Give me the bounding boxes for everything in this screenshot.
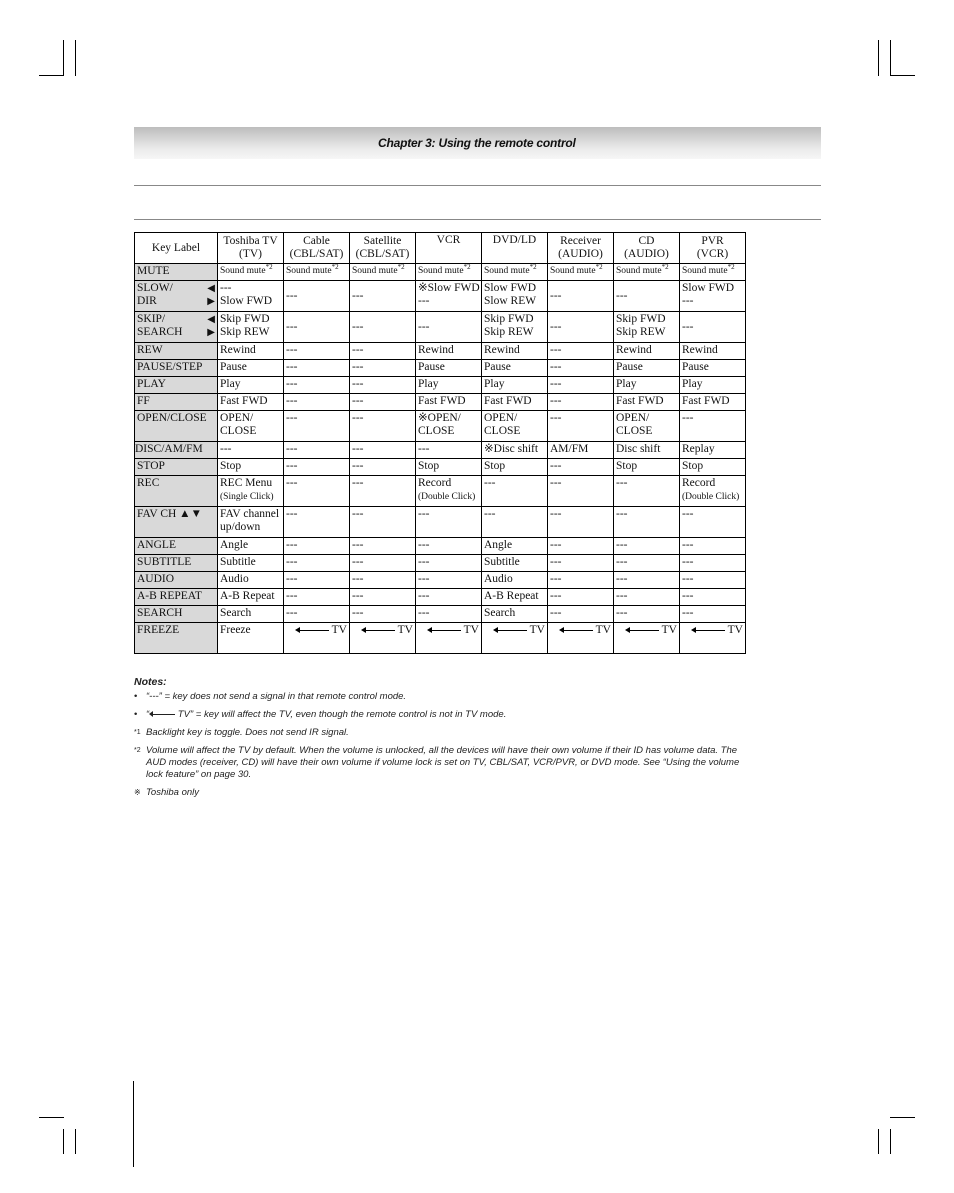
left-arrow-icon [493,626,527,634]
table-cell: Angle [482,538,548,555]
table-cell: Pause [482,360,548,377]
table-cell: Record (Double Click) [680,476,746,507]
table-cell: --- [218,442,284,459]
table-cell: --- [350,377,416,394]
table-cell: --- Slow FWD [218,281,284,312]
table-cell: Search [482,606,548,623]
table-cell: Stop [614,459,680,476]
table-cell: --- [548,459,614,476]
table-cell: --- [548,377,614,394]
crop-mark [63,40,64,76]
table-cell: --- [284,589,350,606]
table-cell: --- [350,411,416,442]
table-cell: --- [350,281,416,312]
table-cell: Pause [680,360,746,377]
table-cell: --- [614,572,680,589]
table-cell: ※Disc shift [482,442,548,459]
table-cell: --- [350,459,416,476]
key-label: ANGLE [135,538,218,555]
key-label: REW [135,343,218,360]
table-cell: --- [680,507,746,538]
crop-mark [878,40,879,76]
table-row [135,589,746,606]
table-cell: --- [548,606,614,623]
table-cell: Slow FWD Slow REW [482,281,548,312]
table-cell: Play [680,377,746,394]
column-header: CD (AUDIO) [614,233,680,264]
table-cell: Rewind [218,343,284,360]
table-cell: Fast FWD [218,394,284,411]
notes-section [134,676,754,805]
column-header: Receiver (AUDIO) [548,233,614,264]
table-cell: --- [350,343,416,360]
table-cell: --- [284,572,350,589]
notes-title: Notes: [134,676,167,688]
table-cell: Skip FWD Skip REW [482,312,548,343]
crop-mark [890,1129,891,1154]
key-label: SLOW/ ◀ DIR ▶ [135,281,218,312]
table-row [135,394,746,411]
table-cell: --- [680,555,746,572]
table-header-row [135,233,746,264]
table-cell: --- [350,555,416,572]
left-arrow-icon [361,626,395,634]
table-cell: --- [284,360,350,377]
table-cell: --- [548,476,614,507]
table-cell: Stop [482,459,548,476]
chapter-title: Chapter 3: Using the remote control [378,136,576,150]
table-cell: Record (Double Click) [416,476,482,507]
table-cell: Play [614,377,680,394]
column-header: VCR [416,233,482,264]
table-cell: Sound mute$^{*2}$ [218,264,284,281]
key-label: SUBTITLE [135,555,218,572]
table-cell: --- [350,507,416,538]
table-cell: Disc shift [614,442,680,459]
table-cell: --- [284,394,350,411]
margin-line [133,1081,134,1167]
table-cell: --- [416,572,482,589]
key-label: SKIP/ ◀ SEARCH ▶ [135,312,218,343]
table-cell: --- [284,281,350,312]
note-item: ※ Toshiba only [134,787,199,798]
crop-mark [890,75,915,76]
table-cell: --- [680,589,746,606]
table-row [135,623,746,654]
table-cell: Freeze [218,623,284,654]
table-cell: A-B Repeat [218,589,284,606]
note-item: • “ TV” = key will affect the TV, even though the remote control is not in TV mode. [134,709,507,720]
top-rule [134,185,821,186]
left-arrow-icon [149,711,175,717]
table-cell: Rewind [680,343,746,360]
table-cell: Play [218,377,284,394]
table-cell: Skip FWD Skip REW [218,312,284,343]
crop-mark [75,1129,76,1154]
table-cell: Slow FWD --- [680,281,746,312]
left-triangle-icon: ◀ [207,283,215,294]
table-cell: --- [350,360,416,377]
table-cell: Rewind [416,343,482,360]
table-cell: --- [284,538,350,555]
key-label: OPEN/CLOSE [135,411,218,442]
crop-mark [39,75,64,76]
table-cell: --- [416,507,482,538]
table-cell: --- [284,606,350,623]
left-arrow-icon [691,626,725,634]
table-cell: Fast FWD [416,394,482,411]
table-cell: --- [350,394,416,411]
table-cell: --- [416,555,482,572]
table-cell: Replay [680,442,746,459]
bottom-rule [134,219,821,220]
column-header: Cable (CBL/SAT) [284,233,350,264]
table-cell: --- [614,555,680,572]
right-triangle-icon: ▶ [207,327,215,338]
table-cell: A-B Repeat [482,589,548,606]
table-cell: ※OPEN/ CLOSE [416,411,482,442]
table-cell: --- [614,507,680,538]
table-cell: Sound mute$^{*2}$ [482,264,548,281]
table-row [135,360,746,377]
key-label: MUTE [135,264,218,281]
table-cell: Rewind [614,343,680,360]
table-cell: --- [614,606,680,623]
key-label: STOP [135,459,218,476]
table-row [135,459,746,476]
table-cell: --- [680,572,746,589]
table-cell: --- [350,538,416,555]
table-row [135,343,746,360]
table-cell: --- [284,459,350,476]
table-cell: TV [614,623,680,654]
column-header: Key Label [135,233,218,264]
table-cell: TV [350,623,416,654]
crop-mark [890,40,891,76]
crop-mark [39,1117,64,1118]
table-cell: Angle [218,538,284,555]
column-header: Toshiba TV (TV) [218,233,284,264]
table-cell: TV [680,623,746,654]
table-cell: --- [680,538,746,555]
table-cell: Sound mute$^{*2}$ [350,264,416,281]
key-label: PLAY [135,377,218,394]
table-cell: --- [416,589,482,606]
key-label: FREEZE [135,623,218,654]
table-cell: --- [680,411,746,442]
table-cell: REC Menu (Single Click) [218,476,284,507]
table-cell: Audio [482,572,548,589]
table-row [135,442,746,459]
table-cell: --- [548,507,614,538]
table-cell: Fast FWD [680,394,746,411]
table-cell: --- [548,312,614,343]
table-cell: --- [548,411,614,442]
table-cell: --- [284,343,350,360]
table-cell: --- [284,312,350,343]
key-label: FF [135,394,218,411]
table-cell: --- [350,476,416,507]
table-cell: --- [548,281,614,312]
table-cell: Rewind [482,343,548,360]
table-cell: --- [350,312,416,343]
key-label: PAUSE/STEP [135,360,218,377]
table-row [135,572,746,589]
table-cell: --- [416,538,482,555]
table-cell: Sound mute$^{*2}$ [284,264,350,281]
table-cell: Subtitle [218,555,284,572]
left-arrow-icon [625,626,659,634]
right-triangle-icon: ▶ [207,296,215,307]
table-cell: OPEN/ CLOSE [614,411,680,442]
left-arrow-icon [427,626,461,634]
table-row [135,606,746,623]
table-cell: Subtitle [482,555,548,572]
table-cell: --- [614,281,680,312]
table-cell: --- [548,394,614,411]
table-cell: --- [284,507,350,538]
table-cell: --- [284,377,350,394]
table-row [135,411,746,442]
table-cell: Sound mute$^{*2}$ [548,264,614,281]
table-row [135,264,746,281]
table-cell: Sound mute$^{*2}$ [680,264,746,281]
table-cell: --- [482,507,548,538]
table-cell: --- [284,442,350,459]
table-cell: --- [416,442,482,459]
left-arrow-icon [295,626,329,634]
table-cell: TV [548,623,614,654]
table-cell: Stop [416,459,482,476]
table-cell: Stop [218,459,284,476]
table-cell: --- [548,343,614,360]
table-cell: TV [416,623,482,654]
note-item: *1 Backlight key is toggle. Does not send IR signal. [134,727,349,738]
left-arrow-icon [559,626,593,634]
table-cell: --- [482,476,548,507]
table-row [135,555,746,572]
table-cell: Fast FWD [482,394,548,411]
note-item: *2 Volume will affect the TV by default. When the volume is unlocked, all the devices will have their own volume if their ID has volume data. The AUD modes (receiver, CD) will have their own volume if volume lock is set on TV, CBL/SAT, VCR/PVR, or DVD mode. See “Using the volume lock feature” on page 30. [134,745,740,780]
table-cell: --- [350,606,416,623]
table-cell: ※Slow FWD --- [416,281,482,312]
crop-mark [890,1117,915,1118]
table-cell: --- [284,555,350,572]
table-cell: Skip FWD Skip REW [614,312,680,343]
table-cell: Pause [416,360,482,377]
table-cell: Play [482,377,548,394]
table-cell: Pause [218,360,284,377]
table-cell: FAV channel up/down [218,507,284,538]
table-row [135,476,746,507]
note-item: • “---” = key does not send a signal in that remote control mode. [134,691,407,702]
key-label: A-B REPEAT [135,589,218,606]
table-cell: --- [614,589,680,606]
table-cell: Sound mute$^{*2}$ [614,264,680,281]
crop-mark [75,40,76,76]
table-row [135,538,746,555]
table-cell: --- [548,555,614,572]
table-cell: Search [218,606,284,623]
crop-mark [878,1129,879,1154]
table-cell: OPEN/ CLOSE [482,411,548,442]
crop-mark [63,1129,64,1154]
table-cell: --- [350,589,416,606]
table-row [135,377,746,394]
table-cell: Pause [614,360,680,377]
table-cell: Play [416,377,482,394]
column-header: Satellite (CBL/SAT) [350,233,416,264]
remote-key-table [134,232,746,654]
column-header: DVD/LD [482,233,548,264]
table-cell: TV [284,623,350,654]
key-label: DISC/AM/FM [135,442,218,459]
table-cell: --- [350,442,416,459]
table-cell: --- [680,312,746,343]
table-cell: --- [548,589,614,606]
table-cell: Audio [218,572,284,589]
left-triangle-icon: ◀ [207,314,215,325]
table-cell: AM/FM [548,442,614,459]
table-row [135,312,746,343]
table-cell: --- [548,538,614,555]
key-label: AUDIO [135,572,218,589]
key-label: REC [135,476,218,507]
table-cell: Stop [680,459,746,476]
table-row [135,507,746,538]
table-cell: OPEN/ CLOSE [218,411,284,442]
table-cell: Fast FWD [614,394,680,411]
table-cell: --- [416,312,482,343]
table-cell: --- [284,476,350,507]
table-cell: Sound mute$^{*2}$ [416,264,482,281]
table-cell: --- [416,606,482,623]
table-row [135,281,746,312]
table-cell: --- [284,411,350,442]
key-label: FAV CH ▲▼ [135,507,218,538]
column-header: PVR (VCR) [680,233,746,264]
table-cell: --- [614,476,680,507]
key-label: SEARCH [135,606,218,623]
table-cell: --- [614,538,680,555]
table-cell: TV [482,623,548,654]
table-cell: --- [350,572,416,589]
table-cell: --- [680,606,746,623]
table-cell: --- [548,572,614,589]
table-cell: --- [548,360,614,377]
